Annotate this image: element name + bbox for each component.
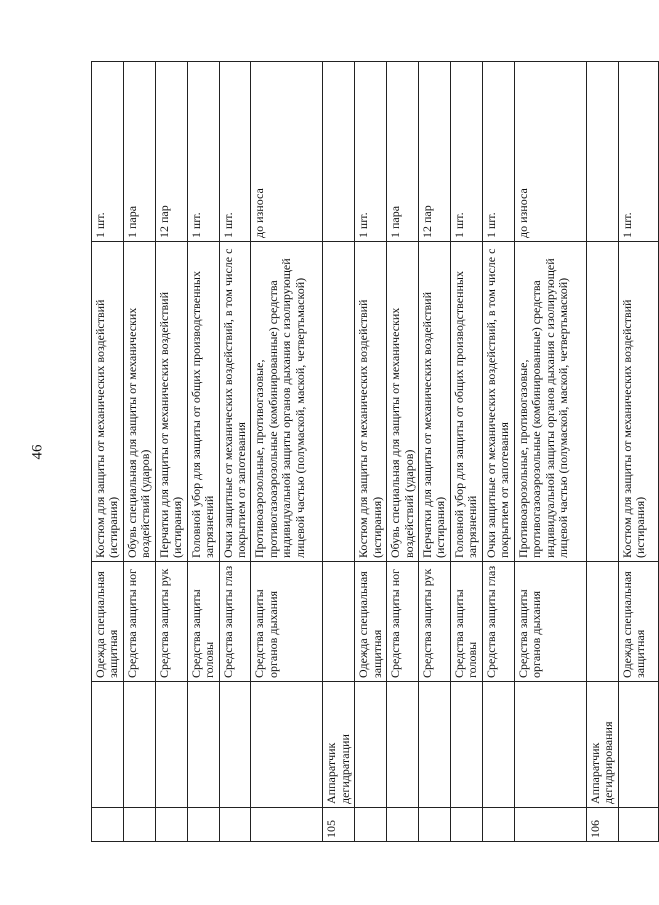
- row-number-cell: [187, 808, 219, 842]
- page-number: 46: [29, 444, 46, 460]
- row-number-cell: [514, 808, 586, 842]
- profession-cell: Аппаратчик дегидрирования: [586, 682, 618, 808]
- issue-norm-cell: 1 шт.: [187, 62, 219, 242]
- row-number-cell: 106: [586, 808, 618, 842]
- ppe-type-cell: [323, 562, 355, 682]
- issue-norm-cell: 1 шт.: [355, 62, 387, 242]
- profession-cell: [251, 682, 323, 808]
- ppe-type-cell: Средства защиты рук: [155, 562, 187, 682]
- profession-cell: [355, 682, 387, 808]
- ppe-item-cell: [323, 242, 355, 562]
- row-number-cell: [251, 808, 323, 842]
- row-number-cell: [123, 808, 155, 842]
- table-row: [92, 62, 124, 842]
- issue-norm-cell: 1 пара: [123, 62, 155, 242]
- table-row: [219, 62, 251, 842]
- profession-cell: [155, 682, 187, 808]
- table-row: [355, 62, 387, 842]
- ppe-item-cell: Обувь специальная для защиты от механических воздействий (ударов): [123, 242, 155, 562]
- table-row: [187, 62, 219, 842]
- issue-norm-cell: 1 шт.: [482, 62, 514, 242]
- ppe-item-cell: Очки защитные от механических воздействий, в том числе с покрытием от запотевания: [219, 242, 251, 562]
- ppe-item-cell: Костюм для защиты от механических воздействий (истирания): [92, 242, 124, 562]
- ppe-type-cell: Средства защиты ног: [387, 562, 419, 682]
- ppe-item-cell: Противоаэрозольные, противогазовые, противогазоаэрозольные (комбинированные) средства индивидуальной защиты органов дыхания с изолирующей лицевой частью (полумаской, маской, четвертьмаской): [514, 242, 586, 562]
- ppe-type-cell: Средства защиты ног: [123, 562, 155, 682]
- ppe-type-cell: Одежда специальная защитная: [618, 562, 658, 682]
- table-row: [514, 62, 586, 842]
- table-row: [482, 62, 514, 842]
- profession-cell: [618, 682, 658, 808]
- row-number-cell: [450, 808, 482, 842]
- issue-norm-cell: 1 пара: [387, 62, 419, 242]
- table-row: [155, 62, 187, 842]
- table-row: [419, 62, 451, 842]
- ppe-item-cell: Перчатки для защиты от механических воздействий (истирания): [419, 242, 451, 562]
- ppe-item-cell: Костюм для защиты от механических воздействий (истирания): [618, 242, 658, 562]
- row-number-cell: [419, 808, 451, 842]
- issue-norm-cell: [586, 62, 618, 242]
- profession-cell: [387, 682, 419, 808]
- table-row: [387, 62, 419, 842]
- table-row: [450, 62, 482, 842]
- issue-norm-cell: [323, 62, 355, 242]
- profession-cell: [419, 682, 451, 808]
- ppe-item-cell: Противоаэрозольные, противогазовые, противогазоаэрозольные (комбинированные) средства индивидуальной защиты органов дыхания с изолирующей лицевой частью (полумаской, маской, четвертьмаской): [251, 242, 323, 562]
- issue-norm-cell: до износа: [251, 62, 323, 242]
- ppe-type-cell: Средства защиты головы: [450, 562, 482, 682]
- profession-cell: [482, 682, 514, 808]
- issue-norm-cell: 12 пар: [419, 62, 451, 242]
- ppe-item-cell: Головной убор для защиты от общих производственных загрязнений: [187, 242, 219, 562]
- table-row: [618, 62, 658, 842]
- row-number-cell: [355, 808, 387, 842]
- issue-norm-cell: 12 пар: [155, 62, 187, 242]
- ppe-item-cell: Костюм для защиты от механических воздействий (истирания): [355, 242, 387, 562]
- row-number-cell: [219, 808, 251, 842]
- ppe-type-cell: Одежда специальная защитная: [355, 562, 387, 682]
- row-number-cell: [387, 808, 419, 842]
- ppe-norms-table: [91, 61, 659, 842]
- row-number-cell: [155, 808, 187, 842]
- table-row: [123, 62, 155, 842]
- ppe-type-cell: Одежда специальная защитная: [92, 562, 124, 682]
- ppe-item-cell: Обувь специальная для защиты от механических воздействий (ударов): [387, 242, 419, 562]
- profession-cell: [92, 682, 124, 808]
- ppe-type-cell: Средства защиты рук: [419, 562, 451, 682]
- issue-norm-cell: 1 шт.: [618, 62, 658, 242]
- ppe-item-cell: Головной убор для защиты от общих производственных загрязнений: [450, 242, 482, 562]
- ppe-item-cell: [586, 242, 618, 562]
- document-table-area: [91, 62, 647, 842]
- ppe-item-cell: Очки защитные от механических воздействий, в том числе с покрытием от запотевания: [482, 242, 514, 562]
- issue-norm-cell: 1 шт.: [92, 62, 124, 242]
- table-row-profession: [323, 62, 355, 842]
- row-number-cell: [482, 808, 514, 842]
- issue-norm-cell: 1 шт.: [450, 62, 482, 242]
- profession-cell: [187, 682, 219, 808]
- ppe-type-cell: Средства защиты органов дыхания: [251, 562, 323, 682]
- ppe-type-cell: Средства защиты глаз: [219, 562, 251, 682]
- row-number-cell: 105: [323, 808, 355, 842]
- ppe-type-cell: [586, 562, 618, 682]
- ppe-type-cell: Средства защиты органов дыхания: [514, 562, 586, 682]
- row-number-cell: [92, 808, 124, 842]
- profession-cell: [450, 682, 482, 808]
- profession-cell: Аппаратчик дегидратации: [323, 682, 355, 808]
- ppe-type-cell: Средства защиты глаз: [482, 562, 514, 682]
- issue-norm-cell: до износа: [514, 62, 586, 242]
- table-row-profession: [586, 62, 618, 842]
- ppe-item-cell: Перчатки для защиты от механических воздействий (истирания): [155, 242, 187, 562]
- profession-cell: [123, 682, 155, 808]
- row-number-cell: [618, 808, 658, 842]
- rotated-table-container: [91, 62, 647, 842]
- ppe-type-cell: Средства защиты головы: [187, 562, 219, 682]
- issue-norm-cell: 1 шт.: [219, 62, 251, 242]
- table-row: [251, 62, 323, 842]
- profession-cell: [514, 682, 586, 808]
- profession-cell: [219, 682, 251, 808]
